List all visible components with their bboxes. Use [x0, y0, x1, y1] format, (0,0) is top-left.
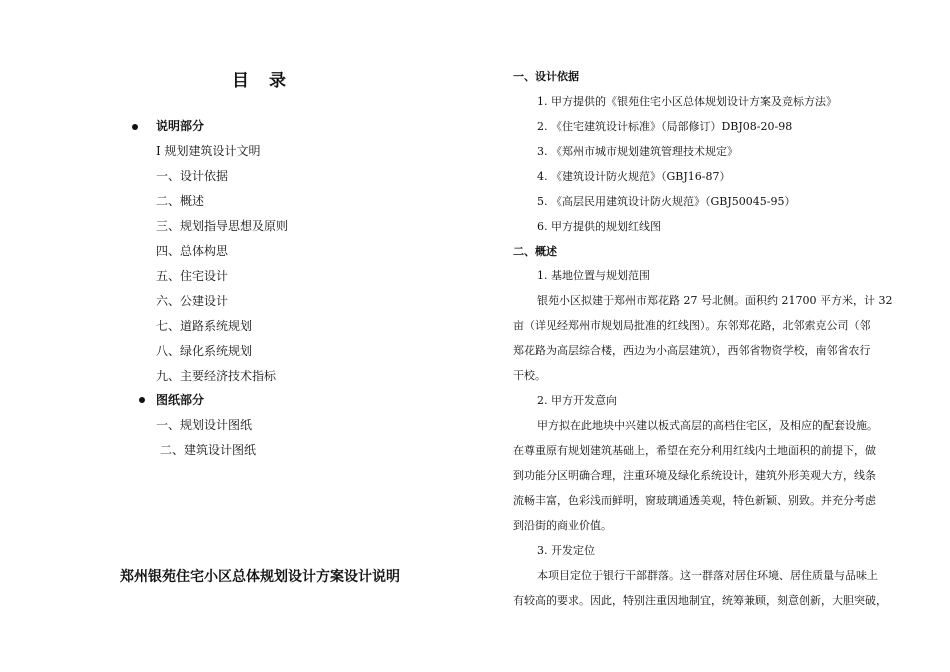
bullet-icon [132, 124, 138, 130]
section-heading: 二、概述 [513, 245, 557, 258]
toc-item: 八、绿化系统规划 [156, 344, 253, 358]
toc-item: 三、规划指导思想及原则 [156, 219, 289, 233]
toc-item: 六、公建设计 [156, 294, 229, 308]
body-line: 郑花路为高层综合楼，西边为小高层建筑），西邻省物资学校，南邻省农行 [513, 344, 871, 357]
body-line: 2. 甲方开发意向 [537, 394, 617, 407]
toc-item: 五、住宅设计 [156, 269, 229, 283]
body-line: 6. 甲方提供的规划红线图 [537, 220, 661, 233]
toc-item: 七、道路系统规划 [156, 319, 253, 333]
body-line: 5. 《高层民用建筑设计防火规范》（GBJ50045-95） [537, 195, 796, 208]
body-line: 流畅丰富，色彩浅而鲜明，窗玻璃通透美观，特色新颖、别致。并充分考虑 [513, 494, 876, 507]
section-heading: 一、设计依据 [513, 70, 579, 83]
body-line: 3. 《郑州市城市规划建筑管理技术规定》 [537, 145, 738, 158]
toc-item: 四、总体构思 [156, 244, 229, 258]
body-line: 1. 甲方提供的《银苑住宅小区总体规划设计方案及竞标方法》 [537, 95, 837, 108]
toc-item: 一、设计依据 [156, 169, 229, 183]
document-title: 郑州银苑住宅小区总体规划设计方案设计说明 [120, 569, 400, 585]
bullet-icon [139, 397, 145, 403]
toc-drawing-item: 一、规划设计图纸 [156, 418, 253, 432]
body-line: 有较高的要求。因此，特别注重因地制宜，统筹兼顾，刻意创新，大胆突破， [513, 594, 887, 607]
toc-item: 二、概述 [156, 194, 205, 208]
toc-bullet-intro: 说明部分 [156, 119, 205, 133]
toc-item: 九、主要经济技术指标 [156, 369, 277, 383]
body-line: 本项目定位于银行干部群落。这一群落对居住环境、居住质量与品味上 [537, 569, 878, 582]
body-line: 4. 《建筑设计防火规范》（GBJ16-87） [537, 170, 731, 183]
body-line: 到功能分区明确合理，注重环境及绿化系统设计，建筑外形美观大方，线条 [513, 469, 876, 482]
toc-title: 目录 [232, 71, 306, 91]
body-line: 银苑小区拟建于郑州市郑花路 27 号北侧。面积约 21700 平方米，计 32 [537, 294, 893, 307]
toc-drawing-item: 二、建筑设计图纸 [160, 443, 257, 457]
body-line: 干校。 [513, 369, 546, 382]
toc-section-label: I 规划建筑设计文明 [156, 144, 261, 158]
body-line: 3. 开发定位 [537, 544, 595, 557]
body-line: 1. 基地位置与规划范围 [537, 269, 650, 282]
body-line: 到沿街的商业价值。 [513, 519, 612, 532]
toc-bullet-drawings: 图纸部分 [156, 393, 205, 407]
body-line: 在尊重原有规划建筑基础上，希望在充分利用红线内土地面积的前提下，做 [513, 444, 876, 457]
body-line: 2. 《住宅建筑设计标准》（局部修订）DBJ08-20-98 [537, 120, 793, 133]
body-line: 甲方拟在此地块中兴建以板式高层的高档住宅区，及相应的配套设施。 [537, 419, 878, 432]
body-line: 亩（详见经郑州市规划局批准的红线图）。东邻郑花路，北邻索克公司（邻 [513, 319, 871, 332]
